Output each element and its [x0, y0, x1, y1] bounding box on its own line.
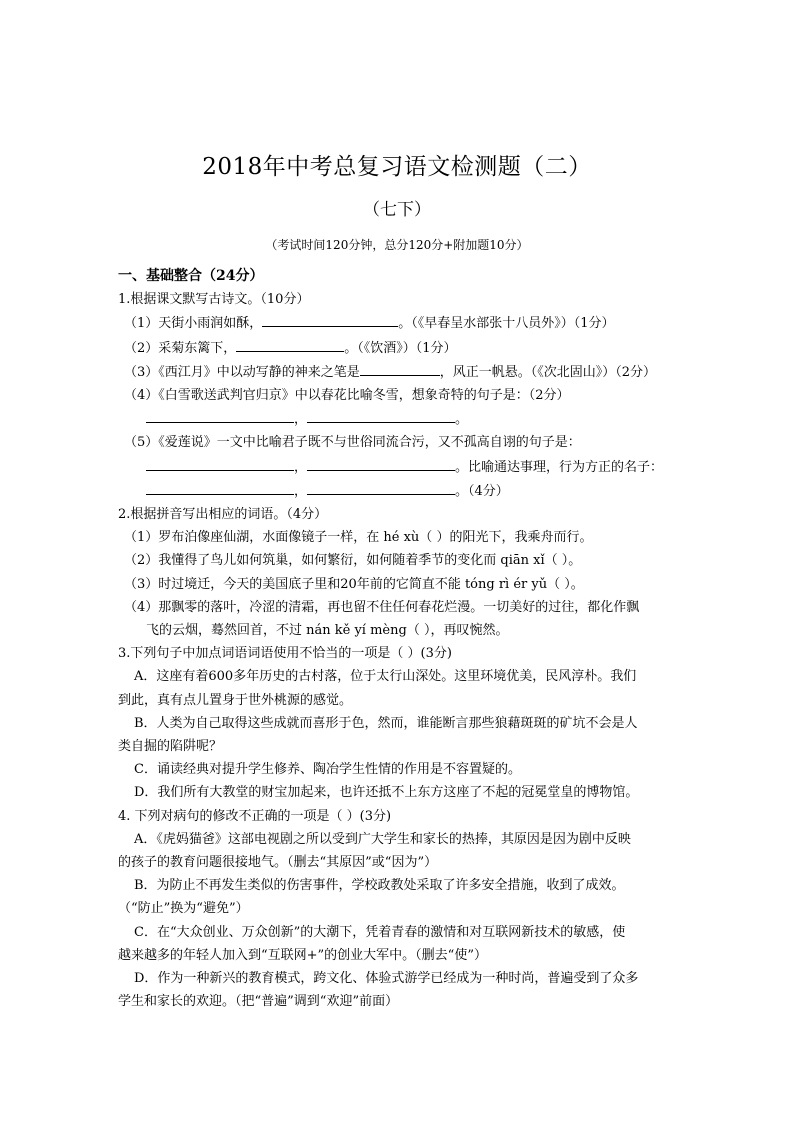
answer-blank[interactable]: [360, 360, 440, 376]
q4-option-a: A．《虎妈猫爸》这部电视剧之所以受到广大学生和家长的热捧，其原因是因为剧中反映: [134, 831, 631, 847]
answer-blank[interactable]: [307, 479, 455, 495]
q4-stem: 4. 下列对病句的修改不正确的一项是（ ）(3分): [118, 808, 392, 824]
q4-option-d-cont: 学生和家长的欢迎。（把“普遍”调到“欢迎”前面）: [118, 994, 399, 1010]
page-title: 2018年中考总复习语文检测题（二）: [202, 154, 592, 180]
answer-blank[interactable]: [146, 455, 294, 471]
q3-stem: 3.下列句子中加点词语词语使用不恰当的一项是（ ）(3分): [118, 646, 452, 662]
answer-blank[interactable]: [236, 336, 344, 352]
q2-line2: （2）我懂得了鸟儿如何筑巢，如何繁衍，如何随着季节的变化而 qiān xǐ（ ）。: [124, 553, 582, 569]
q2-line4-cont: 飞的云烟，蓦然回首，不过 nán kě yí mèng（ ），再叹惋然。: [146, 623, 509, 639]
q1-line4: （4）《白雪歌送武判官归京》中以春花比喻冬雪，想象奇特的句子是：（2分）: [124, 388, 570, 404]
q3-option-a: A．这座有着600多年历史的古村落，位于太行山深处。这里环境优美，民风淳朴。我们: [134, 669, 637, 685]
answer-blank[interactable]: [307, 407, 455, 423]
q4-option-c-cont: 越来越多的年轻人加入到“互联网+”的创业大军中。（删去“使”）: [118, 947, 487, 963]
q4-option-b-cont: （“防止”换为“避免”）: [118, 901, 249, 917]
q3-option-c: C．诵读经典对提升学生修养、陶冶学生性情的作用是不容置疑的。: [134, 762, 521, 778]
q3-option-b-cont: 类自掘的陷阱呢？: [118, 739, 223, 755]
exam-note: （考试时间120分钟，总分120分+附加题10分）: [265, 238, 529, 252]
answer-blank[interactable]: [146, 479, 294, 495]
q1-stem: 1.根据课文默写古诗文。（10分）: [118, 292, 310, 308]
q4-option-a-cont: 的孩子的教育问题很接地气。（删去“其原因”或“因为”）: [118, 855, 438, 871]
q3-option-a-cont: 到此，真有点儿置身于世外桃源的感觉。: [118, 692, 353, 708]
q4-option-c: C．在“大众创业、万众创新”的大潮下，凭着青春的激情和对互联网新技术的敏感，使: [134, 924, 626, 940]
q1-line5-answers-a: ， 。比喻通达事理，行为方正的名子：: [118, 455, 678, 479]
q1-line3: （3）《西江月》中以动写静的神来之笔是 ，风正一帆悬。（《次北固山》）（2分）: [118, 360, 678, 384]
q2-line3: （3）时过境迁，今天的美国底子里和20年前的它简直不能 tóng rì ér yǔ（ ）。: [124, 576, 584, 592]
q2-line1: （1）罗布泊像座仙湖，水面像镜子一样，在 hé xù（ ）的阳光下，我乘舟而行。: [124, 530, 593, 546]
page-subtitle: （七下）: [363, 200, 431, 220]
q1-line5-answers-b: ， 。（4分）: [118, 479, 678, 503]
q2-stem: 2.根据拼音写出相应的词语。（4分）: [118, 507, 328, 523]
answer-blank[interactable]: [307, 455, 455, 471]
q1-line4-answers: ， 。: [118, 407, 678, 431]
q2-line4: （4）那飘零的落叶，冷涩的清霜，再也留不住任何春花烂漫。一切美好的过往，都化作飘: [124, 599, 640, 615]
q1-line2: （2）采菊东篱下， 。（《饮酒》）（1分）: [118, 336, 678, 360]
section-heading: 一、基础整合（24分）: [118, 268, 264, 284]
answer-blank[interactable]: [262, 311, 398, 327]
answer-blank[interactable]: [146, 407, 294, 423]
q3-option-d: D．我们所有大教堂的财宝加起来，也许还抵不上东方这座了不起的冠冕堂皇的博物馆。: [134, 785, 639, 801]
q1-line1: （1）天街小雨润如酥， 。（《早春呈水部张十八员外》）（1分）: [118, 311, 678, 335]
q4-option-d: D．作为一种新兴的教育模式，跨文化、体验式游学已经成为一种时尚，普遍受到了众多: [134, 971, 639, 987]
q4-option-b: B．为防止不再发生类似的伤害事件，学校政教处采取了许多安全措施，收到了成效。: [134, 878, 625, 894]
exam-content: [118, 265, 678, 1014]
q3-option-b: B．人类为自己取得这些成就而喜形于色，然而，谁能断言那些狼藉斑斑的矿坑不会是人: [134, 715, 638, 731]
q1-line5: （5）《爱莲说》一文中比喻君子既不与世俗同流合污，又不孤高自诩的句子是：: [124, 435, 581, 451]
